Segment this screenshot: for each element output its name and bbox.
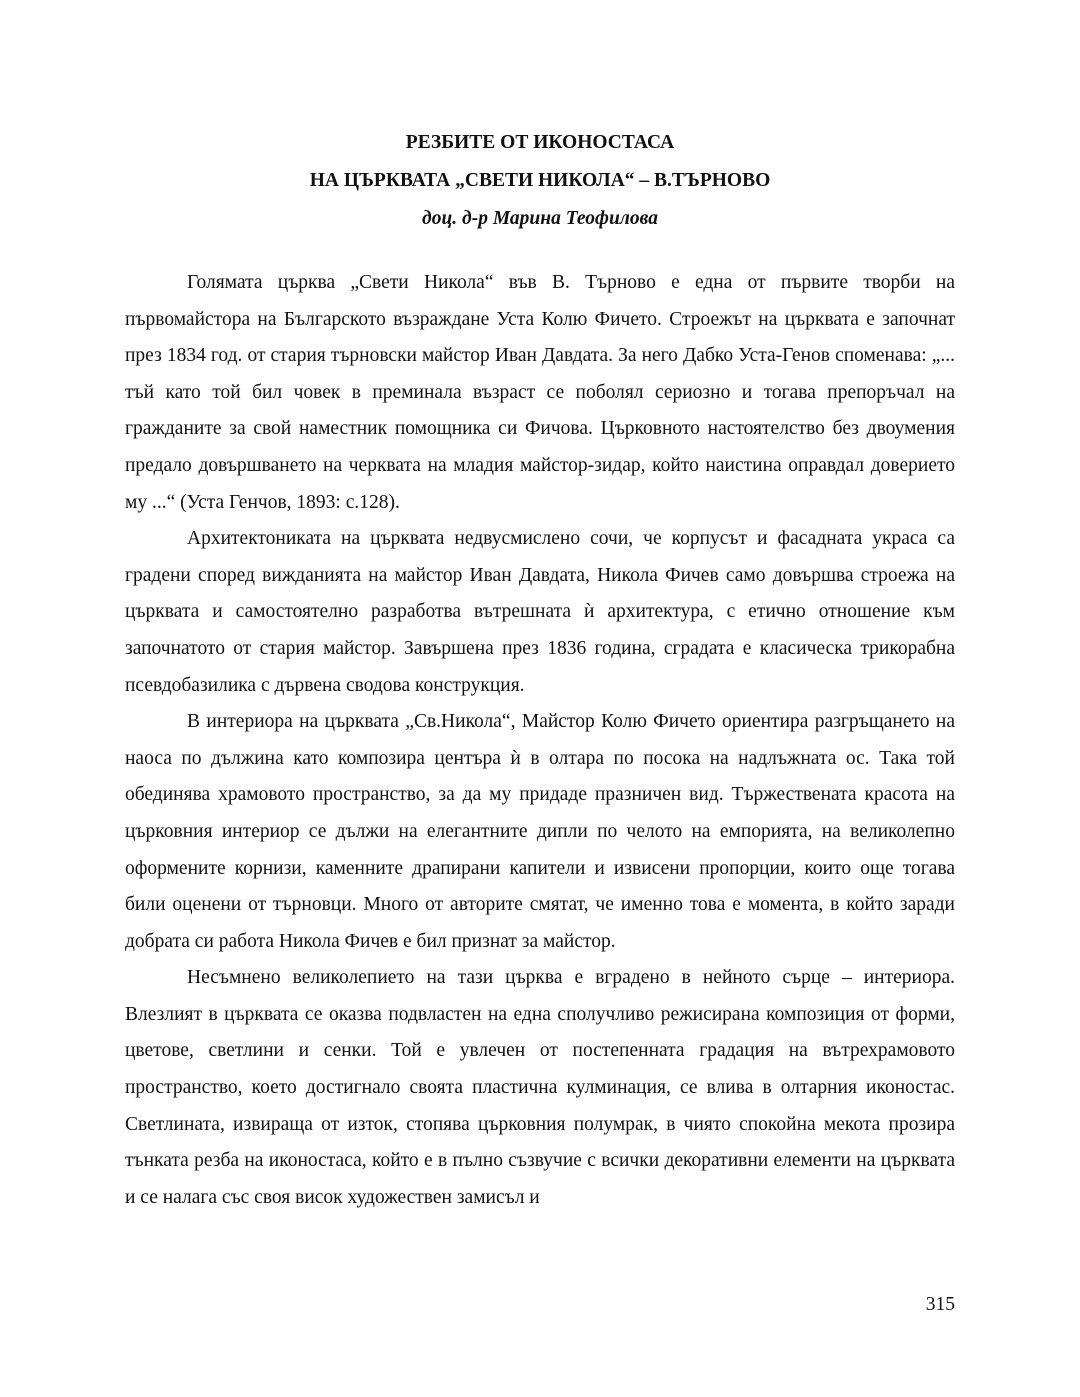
paragraph-2: Архитектониката на църквата недвусмислено сочи, че корпусът и фасадната украса са градени според вижданията на майстор Иван Давдата, Никола Фичев само довършва строежа на църквата и самостоятелно разработва вътрешната ѝ архитектура, с етично отношение към започнатото от стария майстор. Завършена през 1836 година, сградата е класическа трикорабна псевдобазилика с дървена сводова конструкция. xyxy=(125,528,955,696)
paragraph-4: Несъмнено великолепието на тази църква е вградено в нейното сърце – интериора. Влезлият в църквата се оказва подвластен на една сполучливо режисирана композиция от форми, цветове, светлини и сенки. Той е увлечен от постепенната градация на вътрехрамовото пространство, което достигнало своята пластична кулминация, се влива в олтарния иконостас. Светлината, извираща от изток, стопява църковния полумрак, в чиято спокойна мекота прозира тънката резба на иконостаса, който е в пълно съзвучие с всички декоративни елементи на църквата и се налага със своя висок художествен замисъл и xyxy=(125,967,955,1208)
paragraph-3: В интериора на църквата „Св.Никола“, Майстор Колю Фичето ориентира разгръщането на наоса по дължина като композира центъра ѝ в олтара по посока на надлъжната ос. Така той обединява храмовото пространство, за да му придаде празничен вид. Тържествената красота на църковния интериор се дължи на елегантните дипли по челото на емпорията, на великолепно оформените корнизи, каменните драпирани капители и извисени пропорции, които още тогава били оценени от търновци. Много от авторите смятат, че именно това е момента, в който заради добрата си работа Никола Фичев е бил признат за майстор. xyxy=(125,711,955,952)
article-header xyxy=(125,124,955,238)
article-author: доц. д-р Марина Теофилова xyxy=(422,208,658,229)
article-title-line-1: РЕЗБИТЕ ОТ ИКОНОСТАСА xyxy=(405,132,675,153)
article-body xyxy=(125,265,955,1216)
article-title-line-2: НА ЦЪРКВАТА „СВЕТИ НИКОЛА“ – В.ТЪРНОВО xyxy=(309,170,771,191)
paragraph-1: Голямата църква „Свети Никола“ във В. Търново е една от първите творби на първомайстора на Българското възраждане Уста Колю Фичето. Строежът на църквата е започнат през 1834 год. от стария търновски майстор Иван Давдата. За него Дабко Уста-Генов споменава: „... тъй като той бил човек в преминала възраст се поболял сериозно и тогава препоръчал на гражданите за свой наместник помощника си Фичова. Църковното настоятелство без двоумения предало довършването на черквата на младия майстор-зидар, който наистина оправдал доверието му ...“ (Уста Генчов, 1893: с.128). xyxy=(125,272,955,513)
page-number: 315 xyxy=(925,1294,955,1315)
